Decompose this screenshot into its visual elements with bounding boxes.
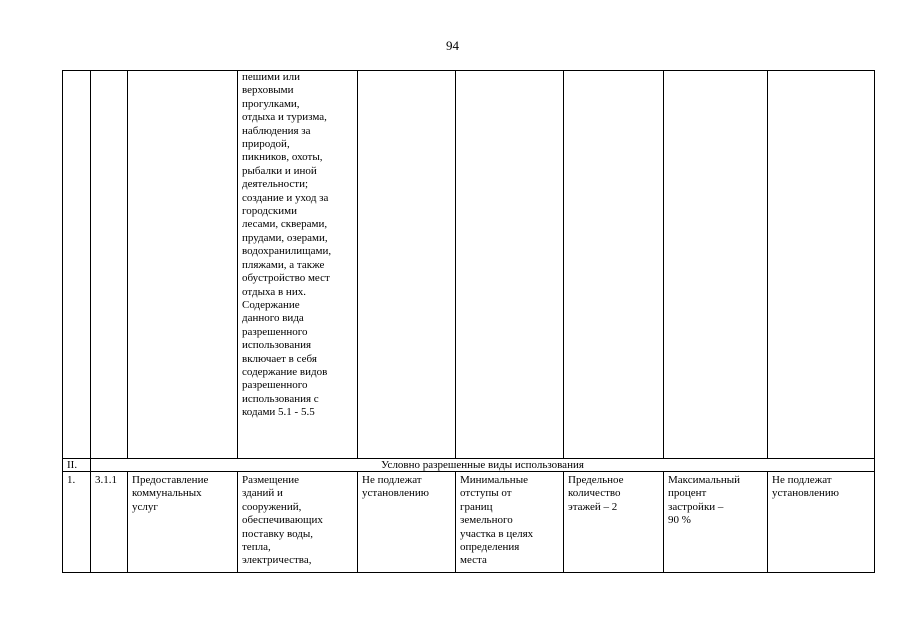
cell-floors <box>564 71 664 459</box>
row-name: Предоставление коммунальных услуг <box>128 472 238 573</box>
row-description: Размещение зданий и сооружений, обеспечивающих поставку воды, тепла, электричества, <box>238 472 358 573</box>
table-row-section <box>63 459 875 472</box>
cell-name <box>128 71 238 459</box>
section-number: II. <box>63 459 91 472</box>
table-row <box>63 472 875 573</box>
cell-description-continuation: пешими или верховыми прогулками, отдыха и туризма, наблюдения за природой, пикников, охоты, рыбалки и иной деятельности; создание и уход за городскими лесами, скверами, прудами, озерами, водохранилищами, пляжами, а также обустройство мест отдыха в них. Содержание данного вида разрешенного использования включает в себя содержание видов разрешенного использования с кодами 5.1 - 5.5 <box>238 71 358 459</box>
row-setbacks: Минимальные отступы от границ земельного участка в целях определения места <box>456 472 564 573</box>
page-number: 94 <box>446 38 459 53</box>
row-plot-size: Не подлежат установлению <box>358 472 456 573</box>
table-row-continuation <box>63 71 875 459</box>
cell-number <box>63 71 91 459</box>
row-code: 3.1.1 <box>91 472 128 573</box>
row-restrictions: Не подлежат установлению <box>768 472 875 573</box>
cell-restrictions <box>768 71 875 459</box>
row-number: 1. <box>63 472 91 573</box>
row-floors: Предельное количество этажей – 2 <box>564 472 664 573</box>
cell-coverage <box>664 71 768 459</box>
section-title: Условно разрешенные виды использования <box>91 459 875 472</box>
row-coverage: Максимальный процент застройки – 90 % <box>664 472 768 573</box>
regulations-table <box>62 70 875 573</box>
cell-code <box>91 71 128 459</box>
cell-plot-size <box>358 71 456 459</box>
cell-setbacks <box>456 71 564 459</box>
